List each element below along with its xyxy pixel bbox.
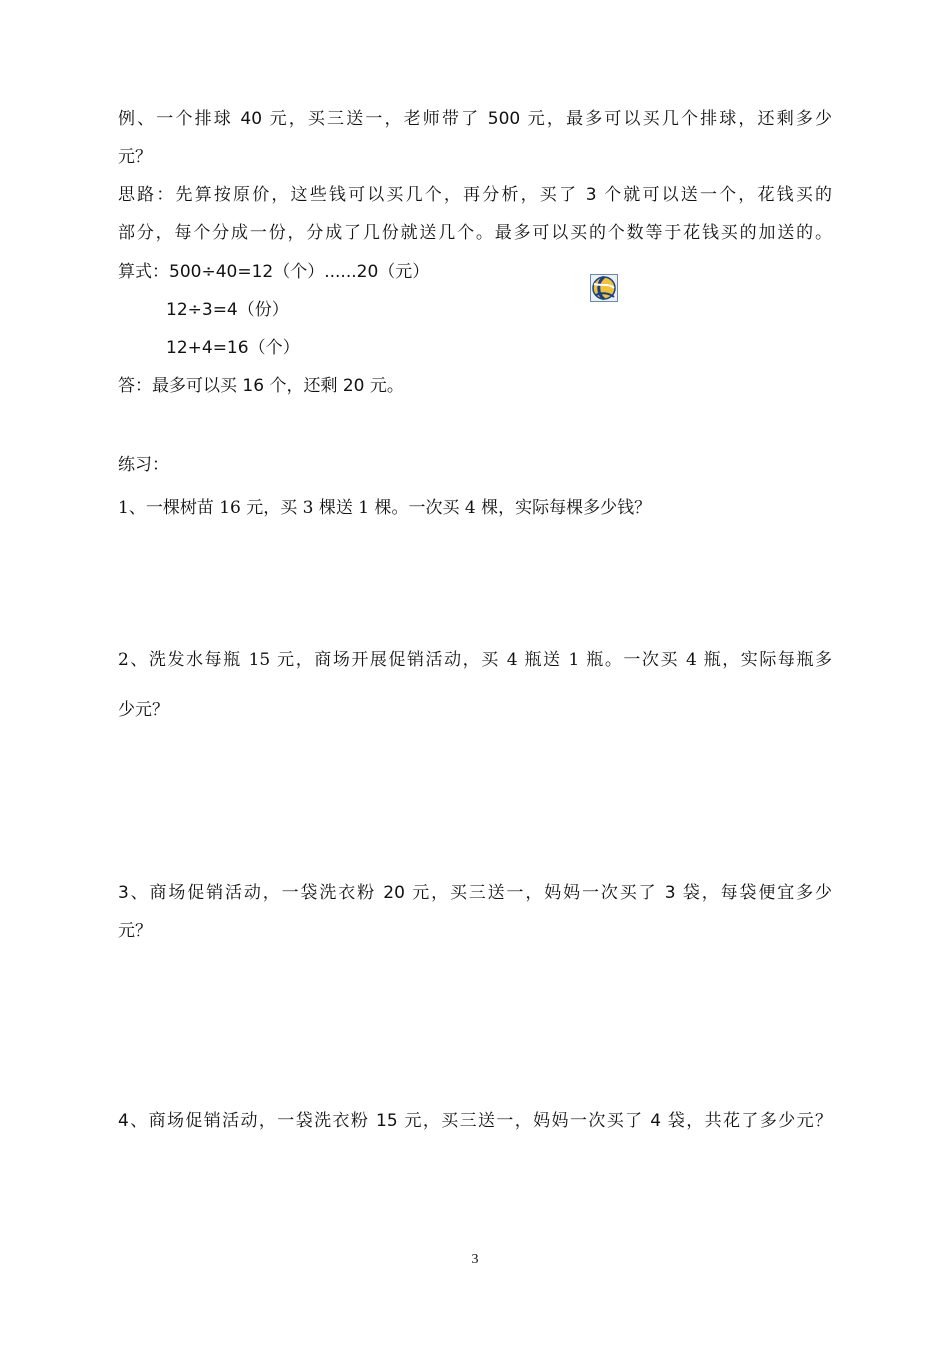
answer-line: 答：最多可以买 16 个，还剩 20 元。 <box>118 376 404 396</box>
page-number: 3 <box>471 1252 479 1267</box>
thinking-line-2: 部分，每个分成一份，分成了几份就送几个。最多可以买的个数等于花钱买的加送的。 <box>118 223 832 243</box>
thinking-line-1: 思路：先算按原价，这些钱可以买几个，再分析，买了 3 个就可以送一个，花钱买的 <box>118 185 832 205</box>
formula-line-3: 12+4=16（个） <box>166 338 300 358</box>
practice-question-3-line-2: 元？ <box>118 921 152 941</box>
volleyball-icon <box>590 274 618 302</box>
formula-line-2: 12÷3=4（份） <box>166 300 289 320</box>
practice-question-1: 1、一棵树苗 16 元，买 3 棵送 1 棵。一次买 4 棵，实际每棵多少钱？ <box>118 498 652 518</box>
example-question-line-1: 例、一个排球 40 元，买三送一，老师带了 500 元，最多可以买几个排球，还剩多少 <box>118 109 832 129</box>
practice-question-4: 4、商场促销活动，一袋洗衣粉 15 元，买三送一，妈妈一次买了 4 袋，共花了多少元？ <box>118 1111 832 1131</box>
formula-line-1: 算式：500÷40=12（个）......20（元） <box>118 262 430 282</box>
practice-question-2-line-2: 少元？ <box>118 700 169 720</box>
practice-question-2-line-1: 2、洗发水每瓶 15 元，商场开展促销活动，买 4 瓶送 1 瓶。一次买 4 瓶，实际每瓶多 <box>118 650 832 670</box>
practice-heading: 练习： <box>118 455 169 475</box>
practice-question-3-line-1: 3、商场促销活动，一袋洗衣粉 20 元，买三送一，妈妈一次买了 3 袋，每袋便宜多少 <box>118 883 832 903</box>
example-question-line-2: 元？ <box>118 147 152 167</box>
